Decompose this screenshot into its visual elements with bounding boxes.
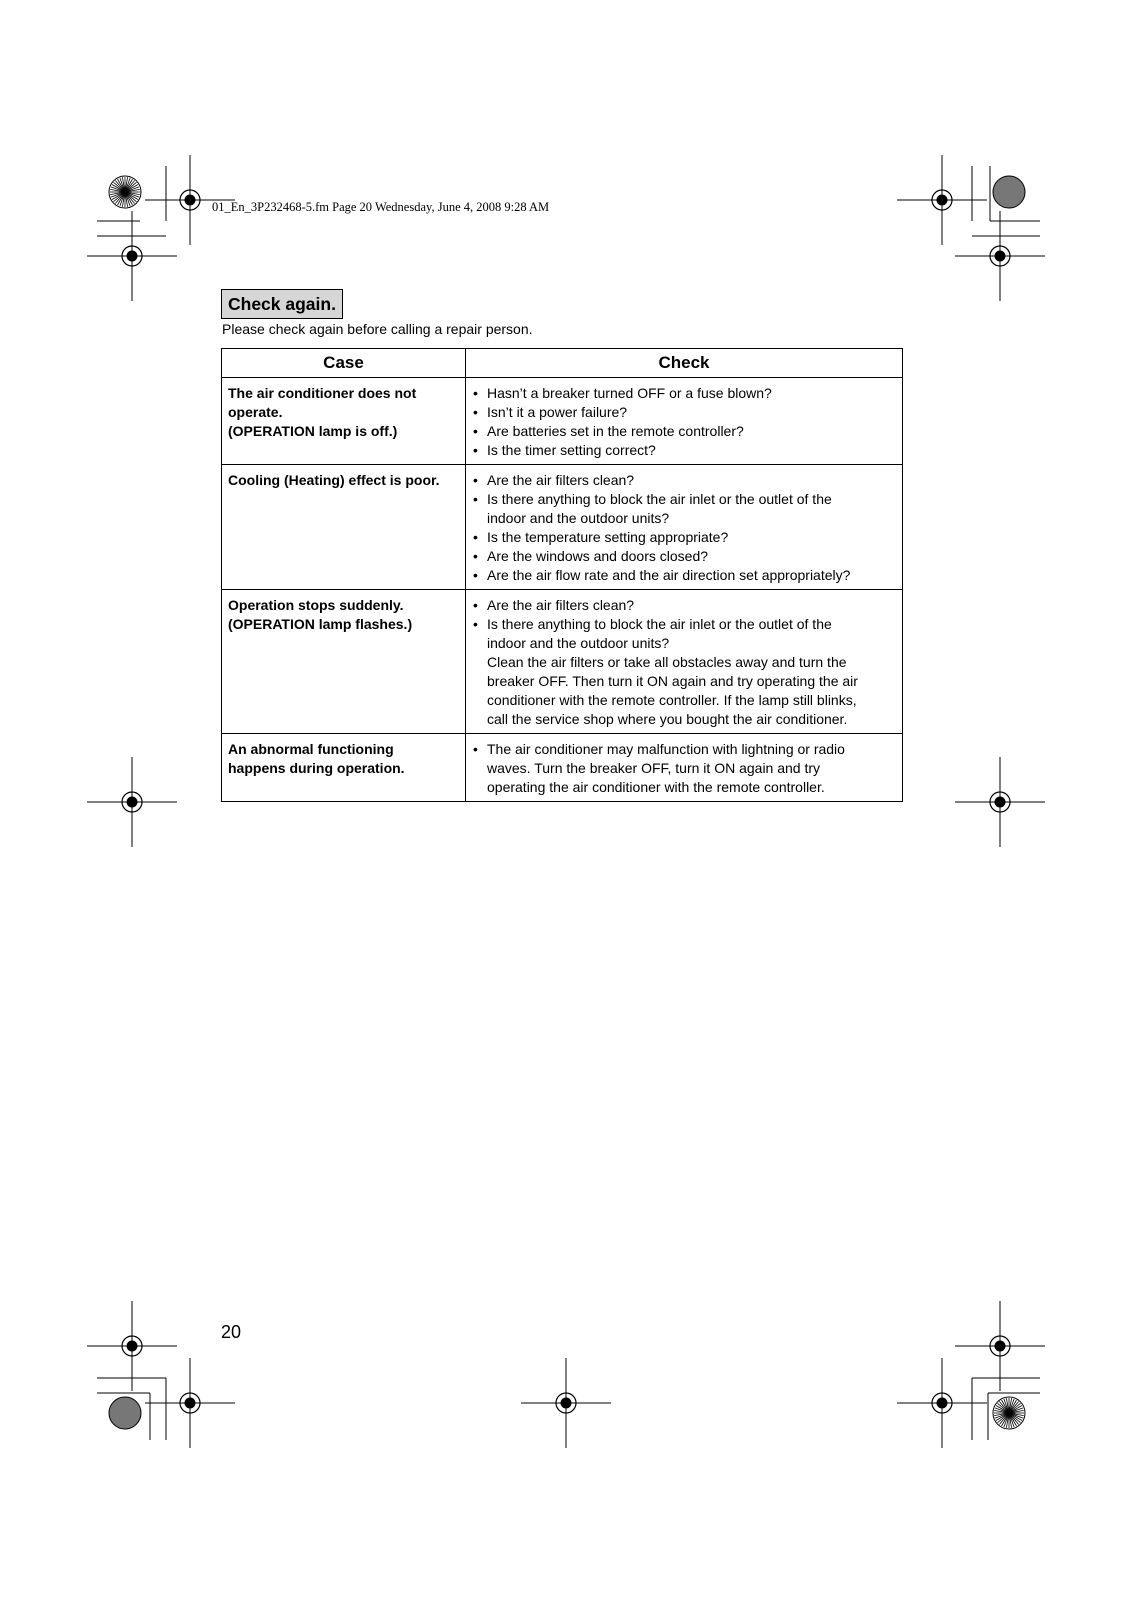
section-title: Check again. (221, 289, 343, 319)
case-cell: An abnormal functioning happens during operation. (222, 734, 466, 802)
check-cell (466, 378, 903, 465)
check-list (471, 596, 896, 653)
check-item (471, 441, 896, 460)
bullet-icon: • (473, 385, 478, 401)
check-item-text: Are the windows and doors closed? (487, 548, 709, 564)
bullet-icon: • (473, 491, 478, 507)
case-column-header: Case (222, 349, 466, 378)
section-intro: Please check again before calling a repair person. (222, 321, 533, 337)
check-item (471, 471, 896, 490)
check-item-text: Hasn’t a breaker turned OFF or a fuse blown? (487, 385, 772, 401)
bullet-icon: • (473, 616, 478, 632)
table-row (222, 378, 903, 465)
bullet-icon: • (473, 423, 478, 439)
check-item (471, 384, 896, 403)
bullet-icon: • (473, 548, 478, 564)
table-row (222, 465, 903, 590)
bullet-icon: • (473, 472, 478, 488)
file-header: 01_En_3P232468-5.fm Page 20 Wednesday, June 4, 2008 9:28 AM (212, 200, 550, 214)
check-list (471, 384, 896, 460)
check-item (471, 596, 896, 615)
check-item-text: Are the air filters clean? (487, 472, 635, 488)
check-item-text: Are batteries set in the remote controller? (487, 423, 744, 439)
case-cell: Cooling (Heating) effect is poor. (222, 465, 466, 590)
check-cell (466, 734, 903, 802)
troubleshooting-table (221, 348, 903, 802)
check-item-text: Is there anything to block the air inlet or the outlet of the indoor and the outdoor units? (487, 491, 832, 526)
check-item (471, 547, 896, 566)
check-item-text: Is there anything to block the air inlet or the outlet of the indoor and the outdoor units? (487, 616, 832, 651)
check-item-text: The air conditioner may malfunction with lightning or radio waves. Turn the breaker OFF, turn it ON again and try operating the air conditioner with the remote controller. (487, 741, 845, 795)
check-cell (466, 590, 903, 734)
bullet-icon: • (473, 529, 478, 545)
check-item (471, 566, 896, 585)
bullet-icon: • (473, 442, 478, 458)
check-list (471, 740, 896, 797)
bullet-icon: • (473, 597, 478, 613)
check-cell (466, 465, 903, 590)
bullet-icon: • (473, 567, 478, 583)
registration-disc (109, 1397, 141, 1429)
check-item-text: Is the timer setting correct? (487, 442, 656, 458)
check-item (471, 615, 896, 653)
check-column-header: Check (466, 349, 903, 378)
case-cell: Operation stops suddenly. (OPERATION lamp flashes.) (222, 590, 466, 734)
page-number: 20 (221, 1322, 242, 1342)
check-item (471, 490, 896, 528)
check-item (471, 422, 896, 441)
check-note: Clean the air filters or take all obstacles away and turn the breaker OFF. Then turn it ON again and try operating the air conditioner with the remote controller. If the lamp still blinks, call the service shop where you bought the air conditioner. (487, 654, 858, 727)
check-item-text: Is the temperature setting appropriate? (487, 529, 729, 545)
check-item (471, 403, 896, 422)
check-item-text: Are the air flow rate and the air direction set appropriately? (487, 567, 851, 583)
check-item (471, 740, 896, 797)
table-row (222, 734, 903, 802)
bullet-icon: • (473, 741, 478, 757)
bullet-icon: • (473, 404, 478, 420)
check-item-text: Isn’t it a power failure? (487, 404, 628, 420)
registration-disc (993, 176, 1025, 208)
check-list (471, 471, 896, 585)
check-item (471, 528, 896, 547)
case-cell: The air conditioner does not operate. (OPERATION lamp is off.) (222, 378, 466, 465)
table-header-row (222, 349, 903, 378)
table-row (222, 590, 903, 734)
table-body (222, 378, 903, 802)
check-item-text: Are the air filters clean? (487, 597, 635, 613)
